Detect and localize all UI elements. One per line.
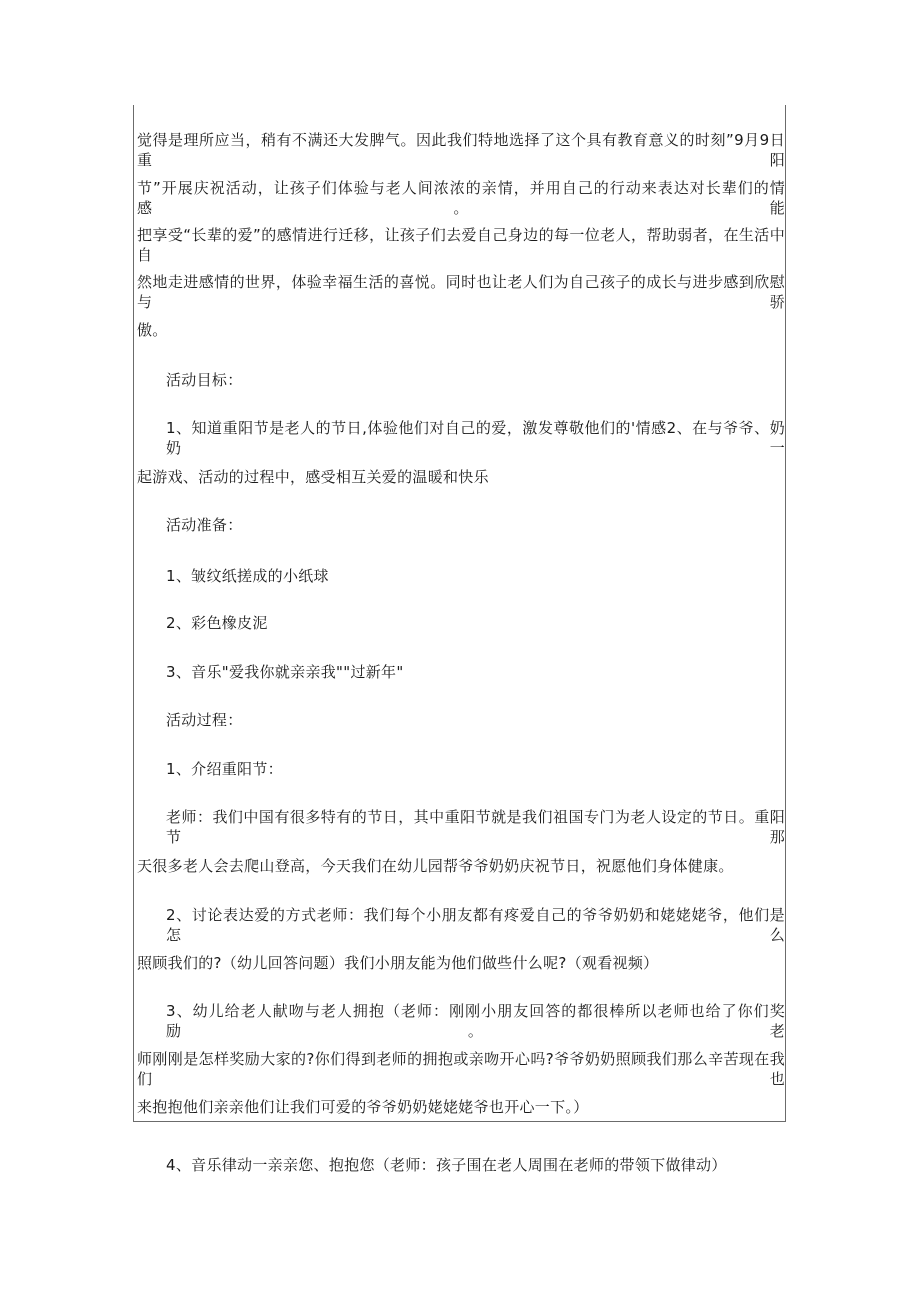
paragraph-line: 起游戏、活动的过程中，感受相互关爱的温暖和快乐 <box>137 468 489 486</box>
paragraph-line: 2、讨论表达爱的方式老师：我们每个小朋友都有疼爱自己的爷爷奶奶和姥姥姥爷，他们是怎么 <box>166 906 785 944</box>
list-item: 4、音乐律动一亲亲您、抱抱您（老师：孩子围在老人周围在老师的带领下做律动） <box>166 1156 727 1174</box>
paragraph-line: 来抱抱他们亲亲他们让我们可爱的爷爷奶奶姥姥姥爷也开心一下。） <box>137 1098 589 1116</box>
paragraph-line: 傲。 <box>137 321 168 339</box>
paragraph-line: 照顾我们的?（幼儿回答问题）我们小朋友能为他们做些什么呢?（观看视频） <box>137 954 659 972</box>
paragraph-line: 师刚刚是怎样奖励大家的?你们得到老师的拥抱或亲吻开心吗?爷爷奶奶照顾我们那么辛苦现在我们也 <box>137 1050 785 1088</box>
paragraph-line: 觉得是理所应当，稍有不满还大发脾气。因此我们特地选择了这个具有教育意义的时刻”9月9日重阳 <box>137 131 785 169</box>
paragraph-line: 老师：我们中国有很多特有的节日，其中重阳节就是我们祖国专门为老人设定的节日。重阳节那 <box>166 808 785 846</box>
list-item: 3、音乐"爱我你就亲亲我""过新年" <box>166 663 404 681</box>
list-item: 1、介绍重阳节： <box>166 760 283 778</box>
paragraph-line: 然地走进感情的世界，体验幸福生活的喜悦。同时也让老人们为自己孩子的成长与进步感到欣慰与骄 <box>137 273 785 311</box>
list-item: 1、皱纹纸搓成的小纸球 <box>166 567 329 585</box>
paragraph-line: 1、知道重阳节是老人的节日,体验他们对自己的爱，激发尊敬他们的'情感2、在与爷爷、奶奶一 <box>166 419 785 457</box>
section-heading: 活动准备： <box>166 516 243 534</box>
section-heading: 活动目标： <box>166 371 243 389</box>
list-item: 2、彩色橡皮泥 <box>166 614 268 632</box>
section-heading: 活动过程： <box>166 711 243 729</box>
paragraph-line: 天很多老人会去爬山登高，今天我们在幼儿园帮爷爷奶奶庆祝节日，祝愿他们身体健康。 <box>137 857 734 875</box>
paragraph-line: 节”开展庆祝活动，让孩子们体验与老人间浓浓的亲情，并用自己的行动来表达对长辈们的情感。能 <box>137 179 785 217</box>
paragraph-line: 3、幼儿给老人献吻与老人拥抱（老师：刚刚小朋友回答的都很棒所以老师也给了你们奖励。老 <box>166 1002 785 1040</box>
paragraph-line: 把享受“长辈的爱”的感情进行迁移，让孩子们去爱自己身边的每一位老人，帮助弱者，在生活中自 <box>137 226 785 264</box>
